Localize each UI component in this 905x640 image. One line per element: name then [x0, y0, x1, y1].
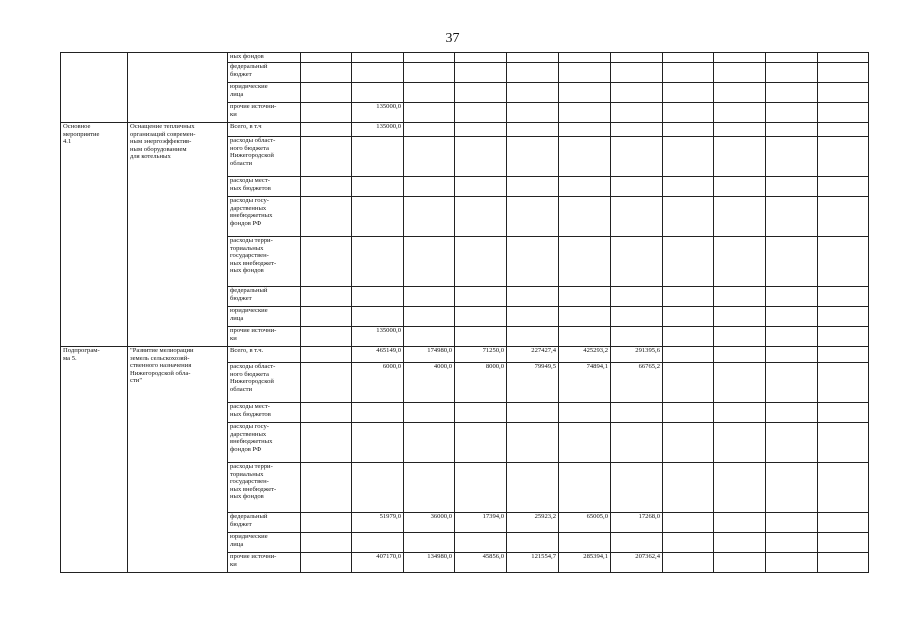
value-cell: [352, 287, 404, 307]
empty-cell: [766, 63, 818, 83]
empty-cell: [663, 287, 714, 307]
program-description-cell: "Развитие мелиорации земель сельскохозяй- ственного назначения Нижегородской обла- сти": [128, 347, 228, 573]
value-cell: [507, 177, 559, 197]
empty-cell: [301, 83, 352, 103]
funding-source-cell: расходы терри- ториальных государствен- ных внебюджет- ных фондов: [228, 237, 301, 287]
empty-cell: [301, 513, 352, 533]
value-cell: [611, 423, 663, 463]
empty-cell: [766, 123, 818, 137]
value-cell: [404, 103, 455, 123]
empty-cell: [818, 463, 869, 513]
empty-cell: [663, 513, 714, 533]
value-cell: [611, 287, 663, 307]
empty-cell: [663, 363, 714, 403]
empty-cell: [818, 237, 869, 287]
empty-cell: [663, 463, 714, 513]
value-cell: [559, 103, 611, 123]
empty-cell: [766, 363, 818, 403]
empty-cell: [714, 53, 766, 63]
empty-cell: [714, 533, 766, 553]
value-cell: [559, 137, 611, 177]
value-cell: [611, 123, 663, 137]
empty-cell: [766, 177, 818, 197]
value-cell: [455, 463, 507, 513]
empty-cell: [301, 137, 352, 177]
value-cell: [507, 533, 559, 553]
empty-cell: [301, 553, 352, 573]
value-cell: [559, 327, 611, 347]
value-cell: [611, 533, 663, 553]
value-cell: [507, 237, 559, 287]
table-row: [61, 53, 869, 63]
empty-cell: [818, 63, 869, 83]
empty-cell: [301, 177, 352, 197]
empty-cell: [818, 53, 869, 63]
empty-cell: [714, 123, 766, 137]
funding-source-cell: прочие источни- ки: [228, 327, 301, 347]
value-cell: 135000,0: [352, 327, 404, 347]
value-cell: 6000,0: [352, 363, 404, 403]
value-cell: 4000,0: [404, 363, 455, 403]
empty-cell: [663, 137, 714, 177]
value-cell: [507, 327, 559, 347]
funding-source-cell: расходы мест- ных бюджетов: [228, 403, 301, 423]
value-cell: [507, 403, 559, 423]
value-cell: [404, 83, 455, 103]
value-cell: [507, 197, 559, 237]
value-cell: [611, 307, 663, 327]
value-cell: 79949,5: [507, 363, 559, 403]
empty-cell: [818, 103, 869, 123]
empty-cell: [663, 423, 714, 463]
empty-cell: [818, 137, 869, 177]
value-cell: [455, 423, 507, 463]
empty-cell: [301, 307, 352, 327]
table-row: [61, 347, 869, 363]
empty-cell: [818, 287, 869, 307]
empty-cell: [714, 137, 766, 177]
value-cell: 17394,0: [455, 513, 507, 533]
value-cell: [507, 53, 559, 63]
empty-cell: [714, 423, 766, 463]
value-cell: [455, 197, 507, 237]
empty-cell: [714, 237, 766, 287]
funding-source-cell: расходы област- ного бюджета Нижегородской области: [228, 137, 301, 177]
funding-source-cell: расходы област- ного бюджета Нижегородской области: [228, 363, 301, 403]
value-cell: [352, 237, 404, 287]
program-description-cell: Оснащение тепличных организаций современ- ным энергоэффектив- ным оборудованием для котельных: [128, 123, 228, 347]
empty-cell: [766, 327, 818, 347]
page-number: 37: [445, 31, 460, 46]
value-cell: 45856,0: [455, 553, 507, 573]
empty-cell: [663, 533, 714, 553]
empty-cell: [714, 553, 766, 573]
value-cell: [507, 103, 559, 123]
empty-cell: [766, 53, 818, 63]
value-cell: 71250,0: [455, 347, 507, 363]
value-cell: [559, 463, 611, 513]
value-cell: [404, 137, 455, 177]
funding-source-cell: ных фондов: [228, 53, 301, 63]
value-cell: [404, 197, 455, 237]
empty-cell: [301, 53, 352, 63]
value-cell: 291395,6: [611, 347, 663, 363]
value-cell: 65005,0: [559, 513, 611, 533]
value-cell: [352, 197, 404, 237]
value-cell: [455, 287, 507, 307]
value-cell: [507, 307, 559, 327]
empty-cell: [663, 347, 714, 363]
funding-source-cell: юридические лица: [228, 307, 301, 327]
funding-source-cell: прочие источни- ки: [228, 553, 301, 573]
value-cell: [559, 423, 611, 463]
value-cell: [455, 533, 507, 553]
value-cell: [559, 53, 611, 63]
value-cell: [611, 53, 663, 63]
empty-cell: [818, 513, 869, 533]
value-cell: [611, 327, 663, 347]
empty-cell: [766, 103, 818, 123]
empty-cell: [301, 403, 352, 423]
value-cell: [559, 533, 611, 553]
value-cell: [455, 123, 507, 137]
value-cell: [455, 137, 507, 177]
empty-cell: [766, 83, 818, 103]
empty-cell: [766, 287, 818, 307]
funding-source-cell: юридические лица: [228, 533, 301, 553]
empty-cell: [663, 103, 714, 123]
value-cell: 407170,0: [352, 553, 404, 573]
empty-cell: [818, 123, 869, 137]
value-cell: [352, 423, 404, 463]
value-cell: [507, 463, 559, 513]
value-cell: 135000,0: [352, 123, 404, 137]
value-cell: 207362,4: [611, 553, 663, 573]
value-cell: [559, 237, 611, 287]
empty-cell: [714, 307, 766, 327]
empty-cell: [766, 137, 818, 177]
value-cell: [611, 463, 663, 513]
value-cell: 74894,1: [559, 363, 611, 403]
value-cell: [507, 63, 559, 83]
value-cell: [404, 307, 455, 327]
empty-cell: [818, 533, 869, 553]
value-cell: [507, 287, 559, 307]
value-cell: [352, 177, 404, 197]
empty-cell: [714, 403, 766, 423]
empty-cell: [714, 197, 766, 237]
empty-cell: [663, 123, 714, 137]
empty-cell: [714, 63, 766, 83]
empty-cell: [301, 327, 352, 347]
empty-cell: [818, 423, 869, 463]
value-cell: [352, 463, 404, 513]
funding-source-cell: расходы терри- ториальных государствен- ных внебюджет- ных фондов: [228, 463, 301, 513]
empty-cell: [301, 123, 352, 137]
program-description-cell: [128, 53, 228, 123]
empty-cell: [663, 327, 714, 347]
funding-source-cell: прочие источни- ки: [228, 103, 301, 123]
empty-cell: [714, 287, 766, 307]
value-cell: [611, 63, 663, 83]
empty-cell: [818, 327, 869, 347]
value-cell: [404, 403, 455, 423]
empty-cell: [663, 63, 714, 83]
empty-cell: [663, 53, 714, 63]
value-cell: [352, 137, 404, 177]
value-cell: [404, 177, 455, 197]
empty-cell: [818, 307, 869, 327]
funding-source-cell: федеральный бюджет: [228, 513, 301, 533]
empty-cell: [714, 327, 766, 347]
empty-cell: [301, 463, 352, 513]
program-name-cell: [61, 53, 128, 123]
empty-cell: [714, 513, 766, 533]
value-cell: [507, 423, 559, 463]
value-cell: [455, 307, 507, 327]
value-cell: 8000,0: [455, 363, 507, 403]
empty-cell: [818, 347, 869, 363]
empty-cell: [663, 237, 714, 287]
empty-cell: [663, 83, 714, 103]
empty-cell: [766, 553, 818, 573]
empty-cell: [663, 307, 714, 327]
funding-source-cell: расходы госу- дарственных внебюджетных фондов РФ: [228, 197, 301, 237]
empty-cell: [818, 83, 869, 103]
value-cell: 285394,1: [559, 553, 611, 573]
budget-table: [60, 52, 869, 573]
value-cell: [611, 237, 663, 287]
value-cell: [559, 403, 611, 423]
empty-cell: [766, 237, 818, 287]
value-cell: [404, 53, 455, 63]
value-cell: [404, 237, 455, 287]
value-cell: [352, 83, 404, 103]
value-cell: [352, 307, 404, 327]
value-cell: 135000,0: [352, 103, 404, 123]
value-cell: [352, 63, 404, 83]
value-cell: 66765,2: [611, 363, 663, 403]
program-name-cell: Подпрограм- ма 5.: [61, 347, 128, 573]
value-cell: [611, 103, 663, 123]
value-cell: [507, 137, 559, 177]
funding-source-cell: Всего, в т.ч: [228, 123, 301, 137]
funding-source-cell: юридические лица: [228, 83, 301, 103]
empty-cell: [766, 463, 818, 513]
empty-cell: [766, 533, 818, 553]
value-cell: [611, 197, 663, 237]
empty-cell: [714, 347, 766, 363]
value-cell: [611, 403, 663, 423]
value-cell: [611, 177, 663, 197]
empty-cell: [301, 347, 352, 363]
empty-cell: [714, 363, 766, 403]
value-cell: [455, 177, 507, 197]
empty-cell: [766, 513, 818, 533]
value-cell: [559, 177, 611, 197]
value-cell: [507, 123, 559, 137]
value-cell: [455, 83, 507, 103]
empty-cell: [663, 177, 714, 197]
value-cell: [352, 53, 404, 63]
value-cell: 134980,0: [404, 553, 455, 573]
value-cell: 121554,7: [507, 553, 559, 573]
funding-source-cell: расходы мест- ных бюджетов: [228, 177, 301, 197]
value-cell: [404, 327, 455, 347]
value-cell: 227427,4: [507, 347, 559, 363]
empty-cell: [301, 423, 352, 463]
value-cell: [559, 307, 611, 327]
empty-cell: [714, 463, 766, 513]
value-cell: [404, 423, 455, 463]
value-cell: 17268,0: [611, 513, 663, 533]
value-cell: [455, 103, 507, 123]
value-cell: [559, 123, 611, 137]
value-cell: [455, 237, 507, 287]
value-cell: 36000,0: [404, 513, 455, 533]
value-cell: [611, 137, 663, 177]
empty-cell: [301, 287, 352, 307]
value-cell: [455, 53, 507, 63]
value-cell: [352, 533, 404, 553]
empty-cell: [818, 403, 869, 423]
value-cell: 465149,0: [352, 347, 404, 363]
value-cell: [559, 63, 611, 83]
empty-cell: [818, 553, 869, 573]
empty-cell: [301, 63, 352, 83]
empty-cell: [766, 307, 818, 327]
empty-cell: [766, 347, 818, 363]
value-cell: [455, 403, 507, 423]
value-cell: [455, 63, 507, 83]
table-row: [61, 123, 869, 137]
empty-cell: [301, 533, 352, 553]
funding-source-cell: федеральный бюджет: [228, 63, 301, 83]
empty-cell: [663, 403, 714, 423]
value-cell: [559, 197, 611, 237]
empty-cell: [818, 177, 869, 197]
empty-cell: [301, 103, 352, 123]
value-cell: 51979,0: [352, 513, 404, 533]
value-cell: [559, 83, 611, 103]
empty-cell: [301, 237, 352, 287]
value-cell: 425293,2: [559, 347, 611, 363]
value-cell: [404, 123, 455, 137]
empty-cell: [301, 363, 352, 403]
value-cell: [559, 287, 611, 307]
value-cell: [404, 533, 455, 553]
value-cell: 25923,2: [507, 513, 559, 533]
empty-cell: [818, 197, 869, 237]
funding-source-cell: расходы госу- дарственных внебюджетных фондов РФ: [228, 423, 301, 463]
value-cell: [455, 327, 507, 347]
empty-cell: [818, 363, 869, 403]
empty-cell: [766, 403, 818, 423]
value-cell: [507, 83, 559, 103]
empty-cell: [766, 423, 818, 463]
empty-cell: [714, 103, 766, 123]
value-cell: [404, 63, 455, 83]
empty-cell: [301, 197, 352, 237]
value-cell: [611, 83, 663, 103]
value-cell: 174980,0: [404, 347, 455, 363]
empty-cell: [663, 553, 714, 573]
value-cell: [352, 403, 404, 423]
empty-cell: [714, 177, 766, 197]
value-cell: [404, 287, 455, 307]
funding-source-cell: Всего, в т.ч.: [228, 347, 301, 363]
empty-cell: [714, 83, 766, 103]
empty-cell: [766, 197, 818, 237]
funding-source-cell: федеральный бюджет: [228, 287, 301, 307]
value-cell: [404, 463, 455, 513]
empty-cell: [663, 197, 714, 237]
program-name-cell: Основное мероприятие 4.1: [61, 123, 128, 347]
